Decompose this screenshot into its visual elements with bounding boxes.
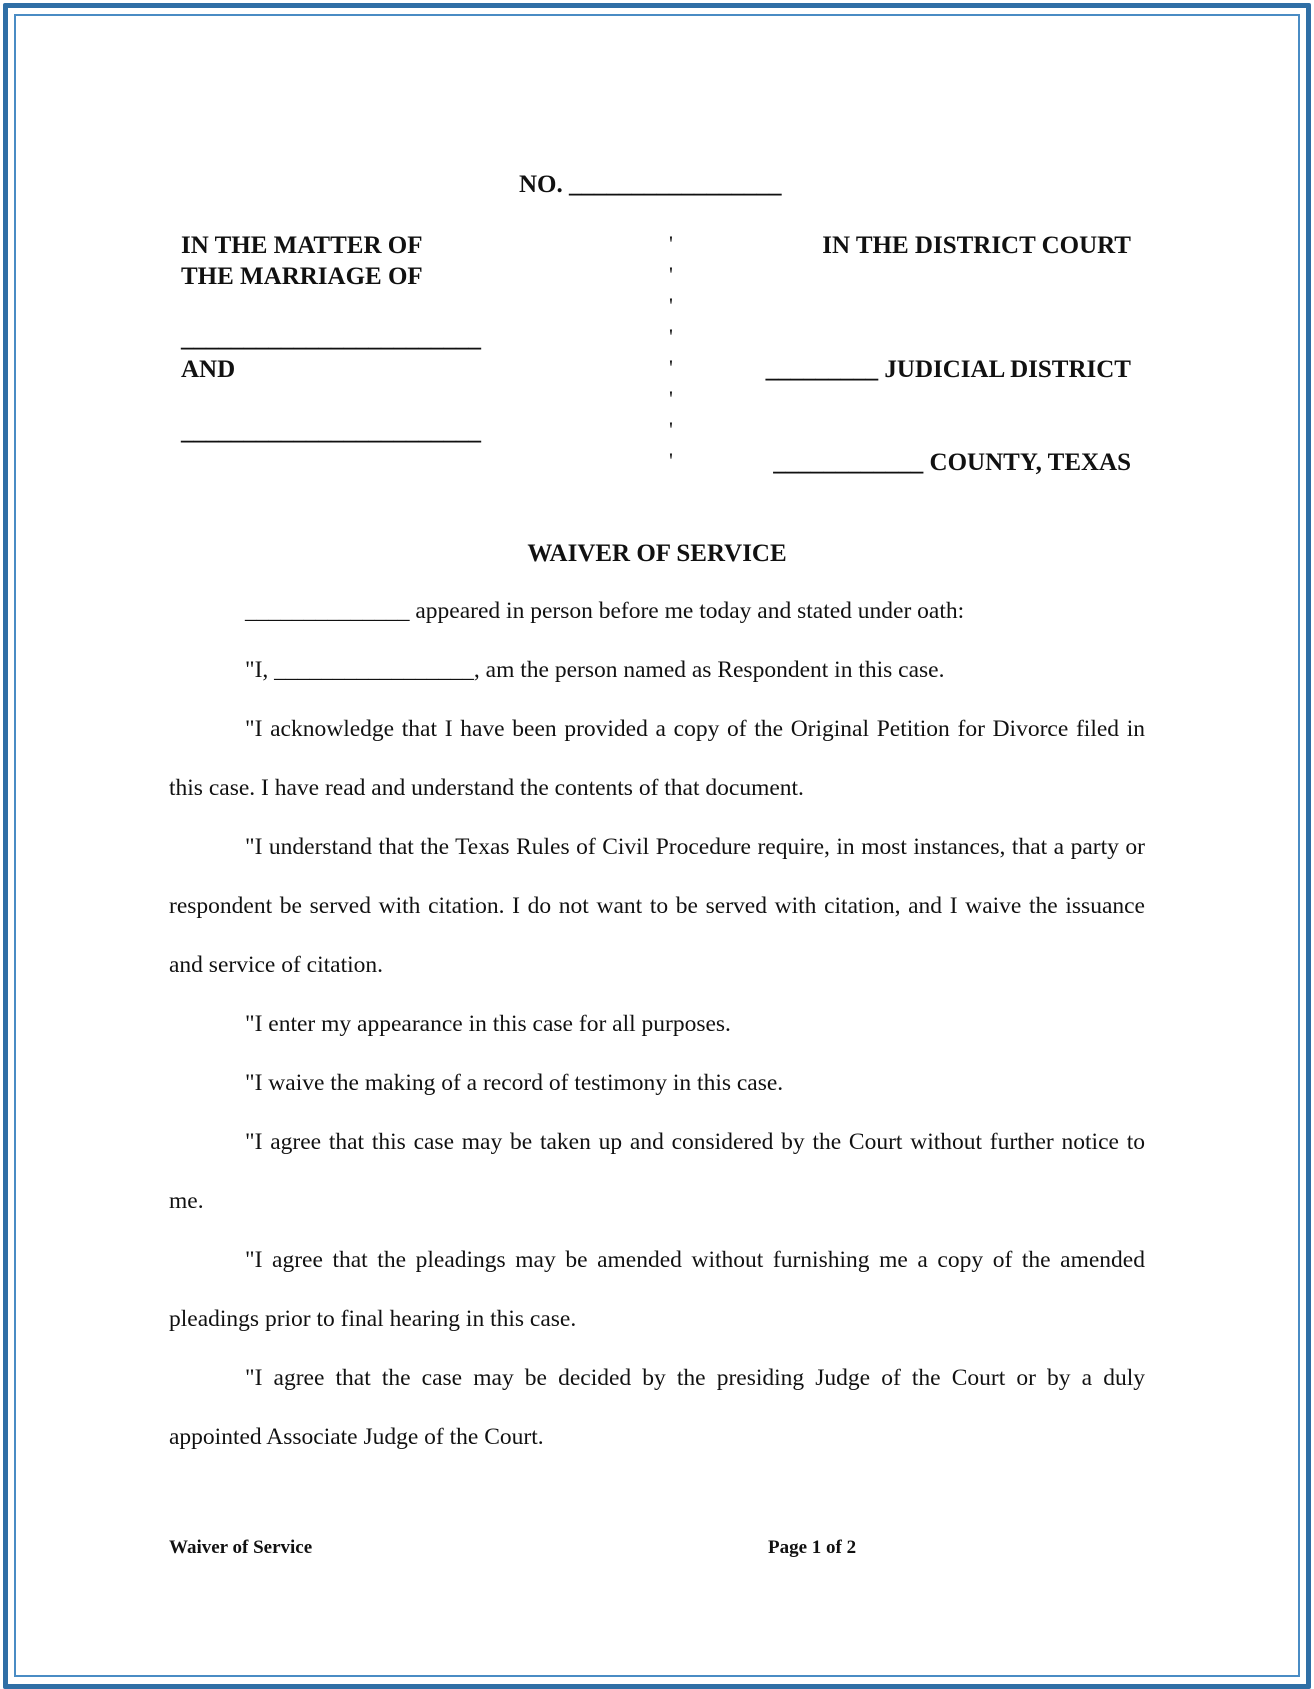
caption-separator-mark: ' (669, 262, 673, 287)
case-number: NO. _________________ (519, 171, 782, 198)
paragraph-appearance: ______________ appeared in person before me today and stated under oath: (245, 598, 965, 624)
paragraph-waive-record: "I waive the making of a record of testimony in this case. (245, 1070, 784, 1096)
paragraph-amended-pleadings: "I agree that the pleadings may be amended without furnishing me a copy of the amended pleadings prior to final hearing in this case. (169, 1247, 1145, 1332)
paragraph-no-further-notice: "I agree that this case may be taken up and considered by the Court without further notice to me. (169, 1129, 1145, 1214)
caption-and: AND (181, 356, 236, 383)
document-title: WAIVER OF SERVICE (527, 540, 787, 567)
paragraph-respondent: "I, _________________, am the person named as Respondent in this case. (245, 657, 945, 683)
caption-party2-blank: ________________________ (181, 418, 481, 445)
paragraph-presiding-judge: "I agree that the case may be decided by the presiding Judge of the Court or by a duly appointed Associate Judge of the Court. (169, 1365, 1145, 1450)
caption-separator-mark: ' (669, 417, 673, 442)
caption-judicial-district: _________ JUDICIAL DISTRICT (765, 356, 1131, 383)
caption-party1-blank: ________________________ (181, 325, 481, 352)
paragraph-appearance-all-purposes: "I enter my appearance in this case for all purposes. (245, 1011, 731, 1037)
caption-matter-of: IN THE MATTER OF (181, 232, 423, 259)
footer-page-number: Page 1 of 2 (768, 1537, 857, 1558)
paragraph-acknowledge: "I acknowledge that I have been provided a copy of the Original Petition for Divorce filed in this case. I have read and understand the contents of that document. (169, 716, 1145, 801)
caption-separator-mark: ' (669, 355, 673, 380)
caption-separator-mark: ' (669, 324, 673, 349)
paragraph-rules-citation: "I understand that the Texas Rules of Civil Procedure require, in most instances, that a party or respondent be served with citation. I do not want to be served with citation, and I waive the issuance and service of citation. (169, 834, 1145, 978)
caption-separator-mark: ' (669, 293, 673, 318)
caption-separator-mark: ' (669, 386, 673, 411)
caption-marriage-of: THE MARRIAGE OF (181, 263, 423, 290)
caption-county: ____________ COUNTY, TEXAS (773, 449, 1131, 476)
caption-district-court: IN THE DISTRICT COURT (822, 232, 1131, 259)
footer-document-name: Waiver of Service (169, 1537, 313, 1558)
caption-separator-mark: ' (669, 231, 673, 256)
caption-separator-mark: ' (669, 448, 673, 473)
